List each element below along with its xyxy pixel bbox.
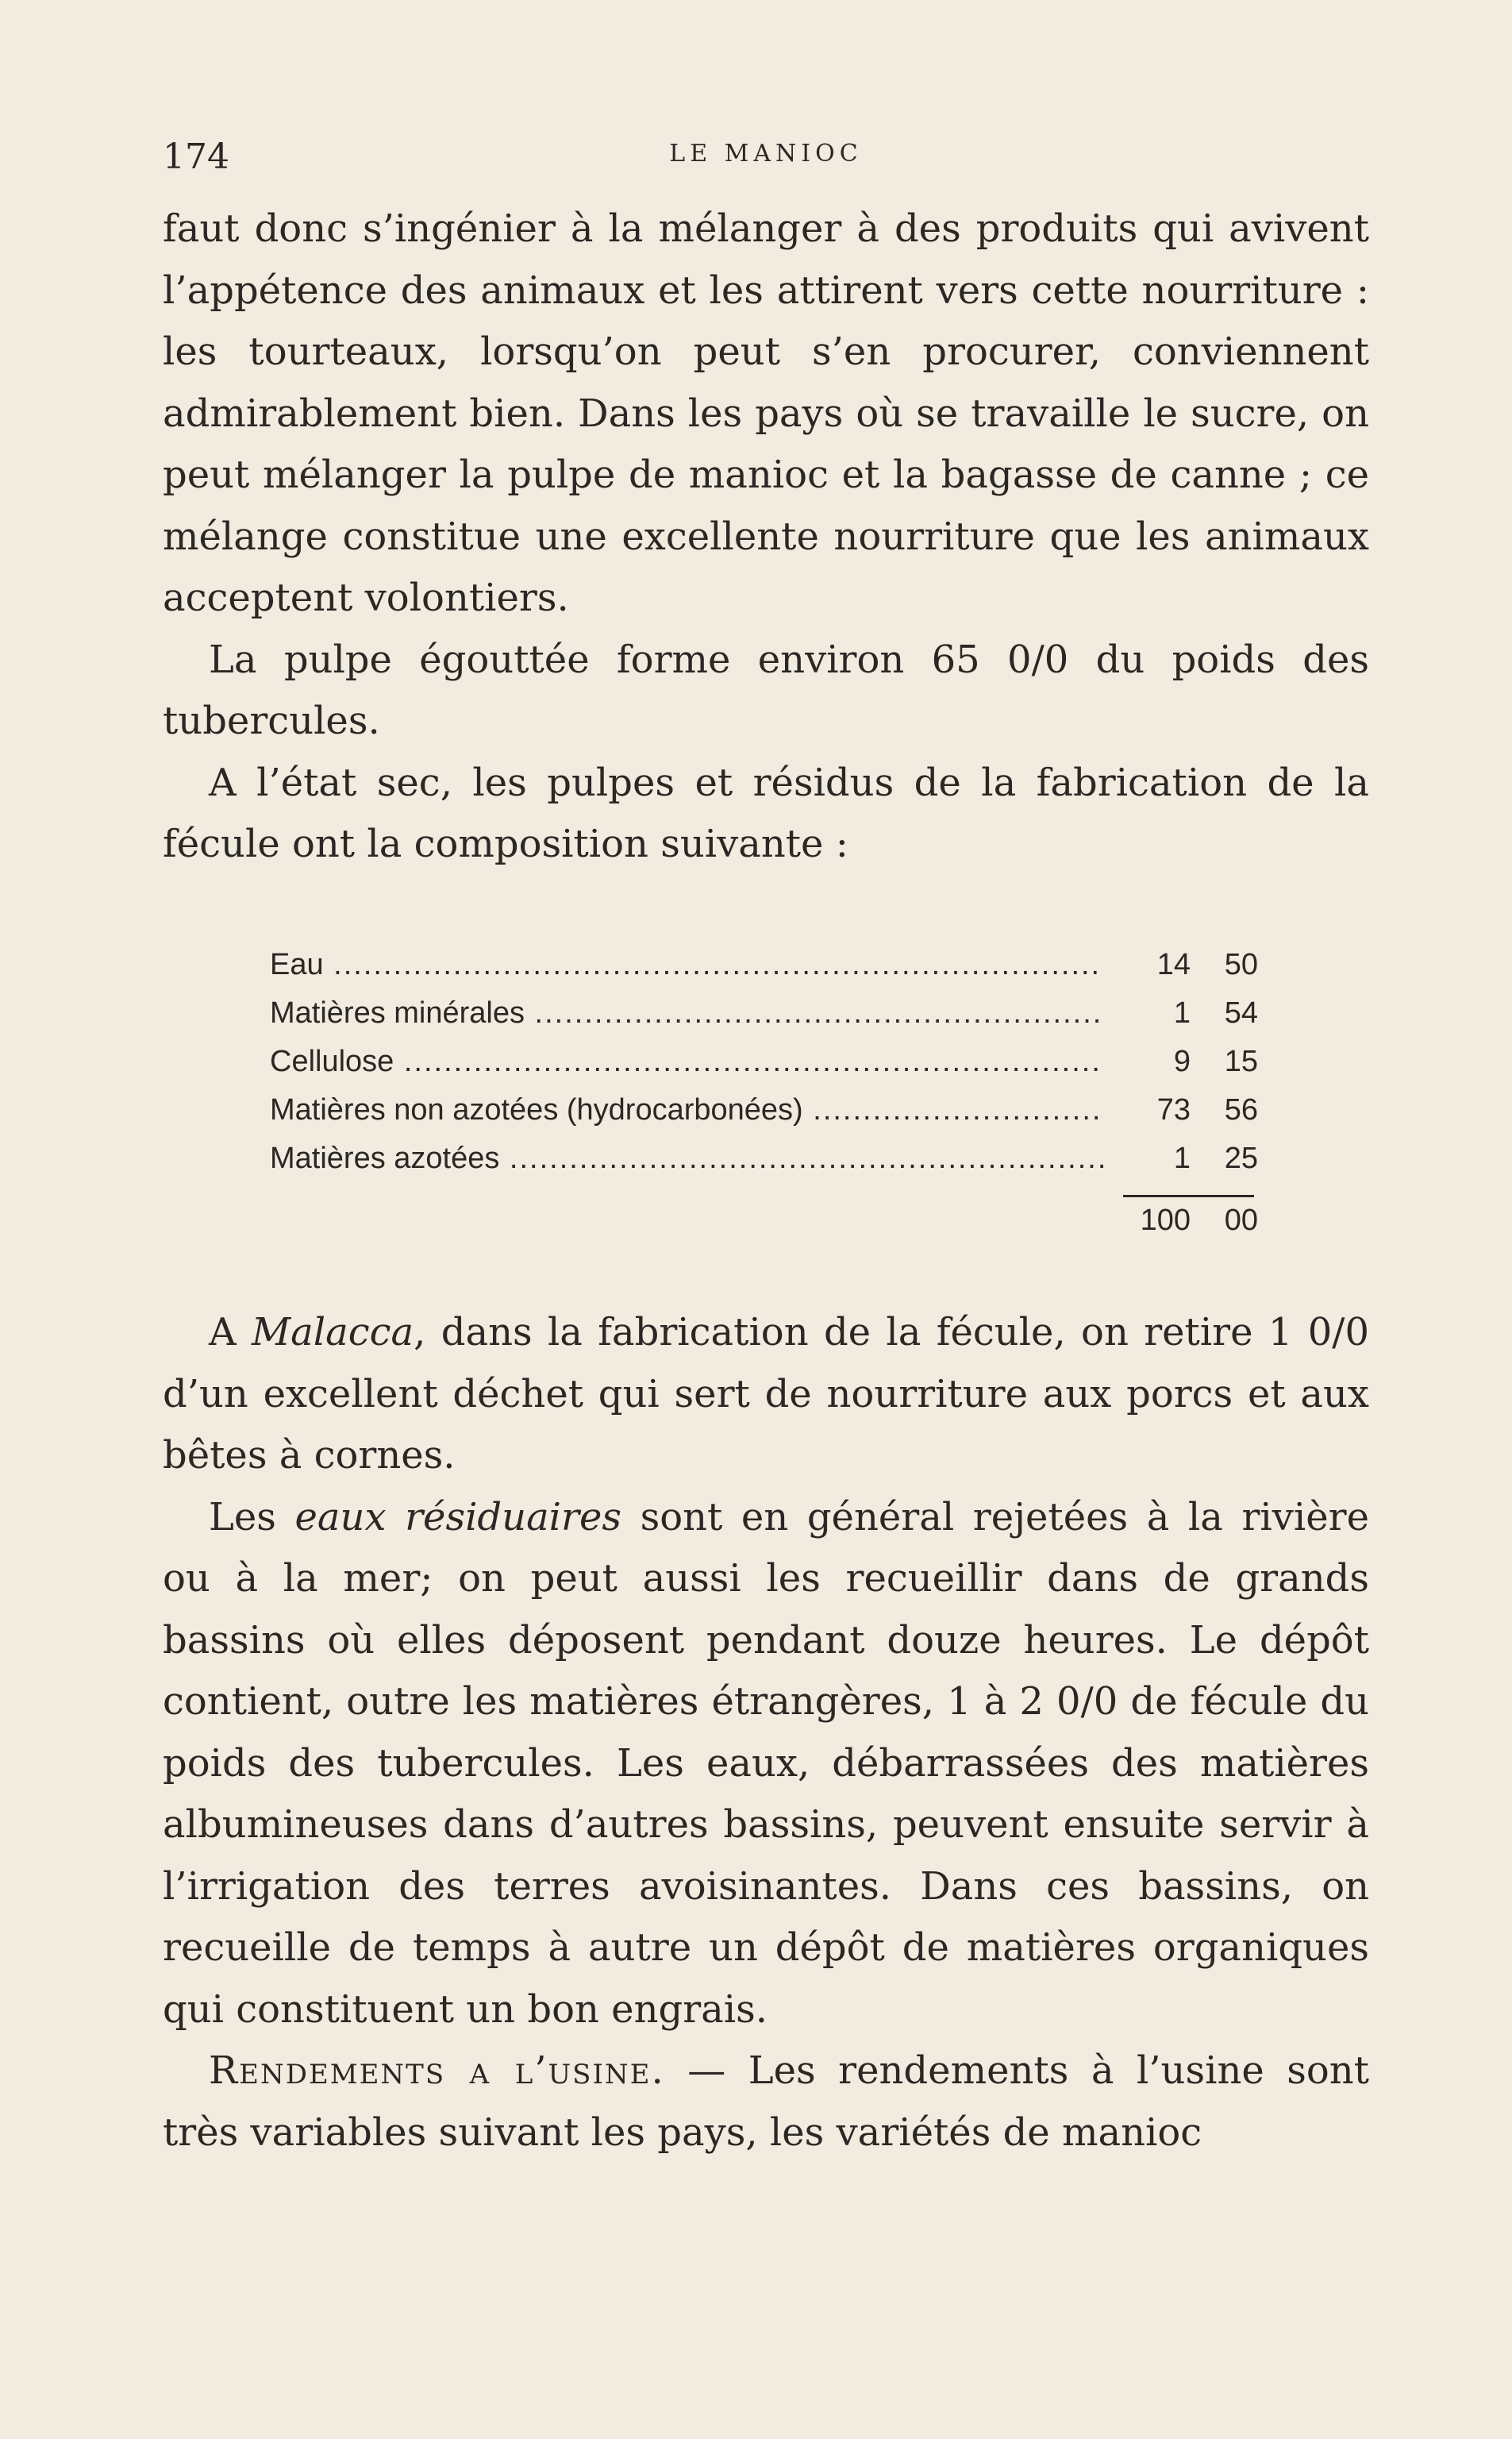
paragraph-continuation: faut donc s’ingénier à la mélanger à des produits qui avivent l’appétence des animaux et les attirent vers cette nourriture : les tourteaux, lorsqu’on peut s’en procurer, conviennent admirablement bien. Dans les pays où se travaille le sucre, on peut mélanger la pulpe de manioc et la bagasse de canne ; ce mélange constitue une excellente nourriture que les animaux acceptent volontiers. [163,206,1369,620]
eaux-term: eaux résiduaires [294,1494,622,1539]
page-number: 174 [163,137,229,177]
body-text-bottom [163,1302,1369,2164]
row-dec: 15 [1224,1045,1258,1078]
table-row [270,989,1258,1038]
paragraph-etat-sec: A l’état sec, les pulpes et résidus de la fabrication de la fécule ont la composition suivante : [163,760,1369,866]
row-dec: 54 [1224,996,1258,1030]
row-int: 14 [1156,948,1191,981]
paragraph-eaux [163,1487,1369,2041]
row-int: 1 [1173,1142,1191,1175]
paragraph-pulpe: La pulpe égouttée forme environ 65 0/0 du poids des tubercules. [163,637,1369,743]
table-row [270,1086,1258,1135]
total-int: 100 [1140,1204,1191,1237]
table-total [1123,1196,1258,1245]
row-label: Matières minérales ..... [270,989,1103,1038]
running-header [163,137,1369,184]
total-dec: 00 [1224,1204,1258,1237]
table-row [270,1135,1258,1183]
row-label: Eau ..... [270,941,1103,989]
composition-table [270,941,1258,1183]
row-int: 73 [1156,1093,1191,1127]
table-row [270,1038,1258,1086]
row-int: 9 [1173,1045,1191,1078]
rendements-heading: Rendements a l’usine. [209,2048,665,2093]
running-title: LE MANIOC [669,140,863,168]
row-label: Matières non azotées (hydrocarbonées) ..... [270,1086,1103,1135]
row-label: Cellulose ..... [270,1038,1103,1086]
table-row [270,941,1258,989]
row-int: 1 [1173,996,1191,1030]
row-label: Matières azotées ..... [270,1135,1103,1183]
paragraph-malacca [163,1302,1369,1487]
row-dec: 25 [1224,1142,1258,1175]
eaux-prefix: Les [209,1494,295,1539]
row-dec: 56 [1224,1093,1258,1127]
row-dec: 50 [1224,948,1258,981]
rendements-rest: — Les rendements à l’usine sont très variables suivant les pays, les variétés de manioc [163,2048,1369,2155]
malacca-prefix: A [209,1310,252,1354]
malacca-place: Malacca [252,1310,414,1354]
paragraph-rendements [163,2040,1369,2164]
body-text-top [163,198,1369,876]
eaux-rest: sont en général rejetées à la rivière ou à la mer; on peut aussi les recueillir dans de grands bassins où elles déposent pendant douze heures. Le dépôt contient, outre les matières étrangères, 1 à 2 0/0 de fécule du poids des tubercules. Les eaux, débarrassées des matières albumineuses dans d’autres bassins, peuvent ensuite servir à l’irrigation des terres avoisinantes. Dans ces bassins, on recueille de temps à autre un dépôt de matières organiques qui constituent un bon engrais. [163,1494,1370,2032]
malacca-rest: , dans la fabrication de la fécule, on retire 1 0/0 d’un excellent déchet qui sert de nourriture aux porcs et aux bêtes à cornes. [163,1310,1369,1478]
